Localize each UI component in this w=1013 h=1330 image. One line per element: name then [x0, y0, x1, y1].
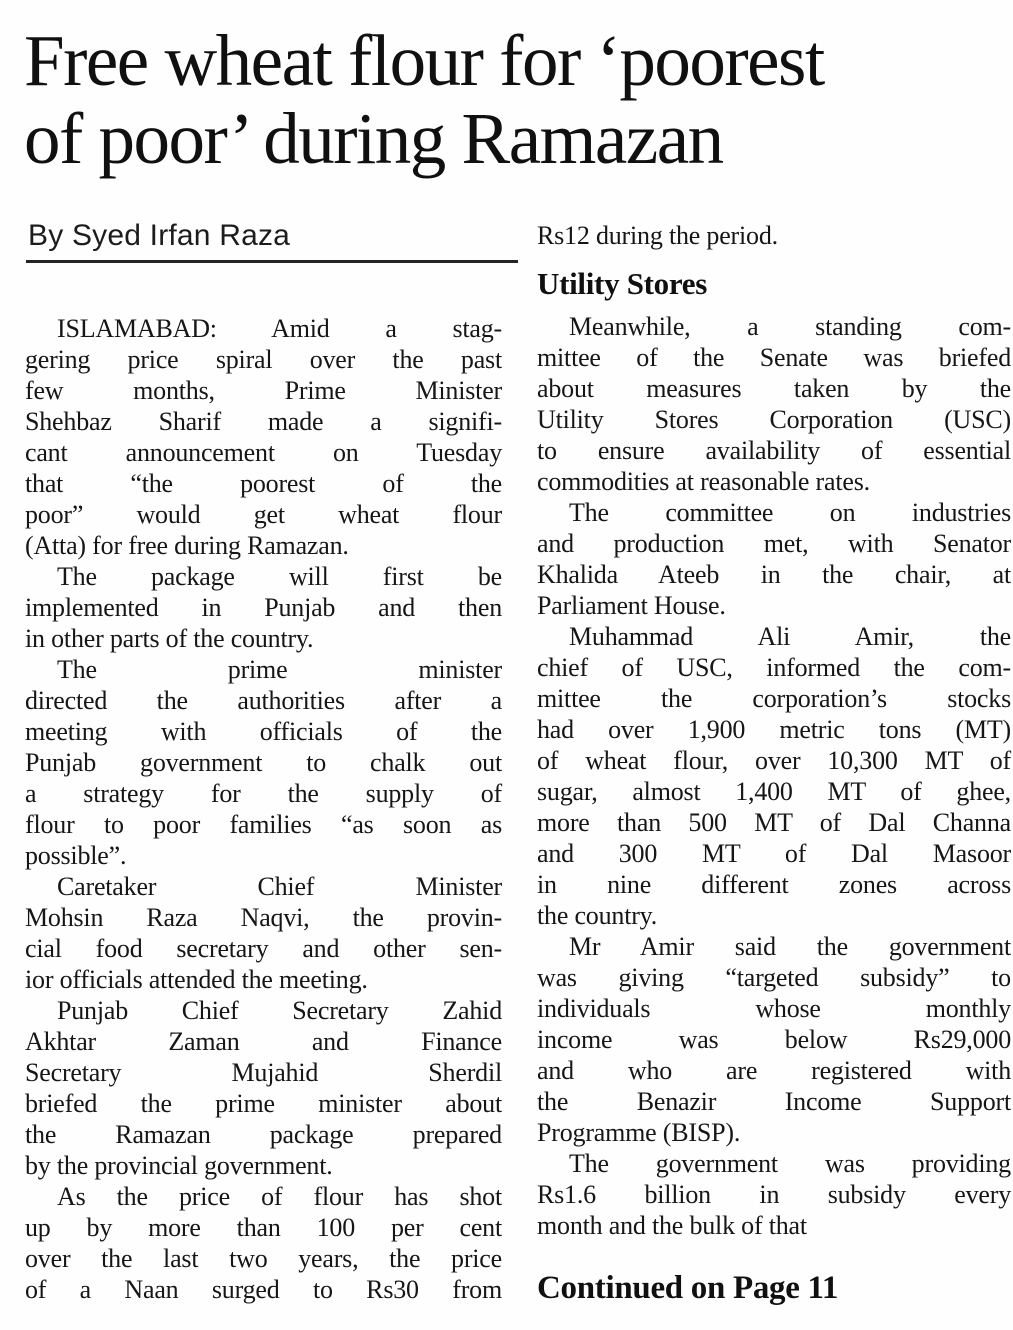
article-column-left: [25, 313, 502, 1305]
body-line: Muhammad Ali Amir, the: [569, 622, 1011, 651]
body-line: Shehbaz Sharif made a signifi-: [25, 407, 502, 436]
body-line: Programme (BISP).: [537, 1118, 741, 1147]
body-line: more than 500 MT of Dal Channa: [537, 808, 1011, 837]
body-line: up by more than 100 per cent: [25, 1213, 502, 1242]
headline-line-1: Free wheat flour for ‘poorest: [24, 20, 824, 101]
body-line: Meanwhile, a standing com-: [569, 312, 1011, 341]
body-line: Utility Stores Corporation (USC): [537, 405, 1011, 434]
body-line: Mohsin Raza Naqvi, the provin-: [25, 903, 502, 932]
body-line: of wheat flour, over 10,300 MT of: [537, 746, 1011, 775]
body-line: sugar, almost 1,400 MT of ghee,: [537, 777, 1011, 806]
body-line: poor” would get wheat flour: [25, 500, 502, 529]
body-line: the Benazir Income Support: [537, 1087, 1011, 1116]
body-line: the Ramazan package prepared: [25, 1120, 502, 1149]
body-line: Parliament House.: [537, 591, 726, 620]
body-line: Punjab Chief Secretary Zahid: [57, 996, 502, 1025]
body-line: Akhtar Zaman and Finance: [25, 1027, 502, 1056]
body-line: (Atta) for free during Ramazan.: [25, 531, 349, 560]
body-line: and 300 MT of Dal Masoor: [537, 839, 1011, 868]
body-line: implemented in Punjab and then: [25, 593, 502, 622]
body-line: and who are registered with: [537, 1056, 1011, 1085]
article-headline: [24, 22, 1009, 178]
body-line: The prime minister: [57, 655, 502, 684]
body-line: about measures taken by the: [537, 374, 1011, 403]
body-line: briefed the prime minister about: [25, 1089, 502, 1118]
body-line: The committee on industries: [569, 498, 1011, 527]
body-line: cant announcement on Tuesday: [25, 438, 502, 467]
article-column-right: [537, 220, 1011, 1307]
body-line: The government was providing: [569, 1149, 1011, 1178]
body-line: by the provincial government.: [25, 1151, 333, 1180]
body-line: and production met, with Senator: [537, 529, 1011, 558]
headline-line-2: of poor’ during Ramazan: [24, 98, 723, 179]
body-line: ISLAMABAD: Amid a stag-: [57, 314, 502, 343]
body-line: directed the authorities after a: [25, 686, 502, 715]
body-line: that “the poorest of the: [25, 469, 502, 498]
body-line: mittee of the Senate was briefed: [537, 343, 1011, 372]
body-line: was giving “targeted subsidy” to: [537, 963, 1011, 992]
body-line: over the last two years, the price: [25, 1244, 502, 1273]
body-line: Secretary Mujahid Sherdil: [25, 1058, 502, 1087]
body-line: Rs1.6 billion in subsidy every: [537, 1180, 1011, 1209]
body-line: Khalida Ateeb in the chair, at: [537, 560, 1011, 589]
body-line: meeting with officials of the: [25, 717, 502, 746]
body-line: possible”.: [25, 841, 127, 870]
byline: By Syed Irfan Raza: [28, 219, 291, 252]
body-line: of a Naan surged to Rs30 from: [25, 1275, 502, 1304]
body-line: in other parts of the country.: [25, 624, 314, 653]
body-line: Caretaker Chief Minister: [57, 872, 502, 901]
body-line: flour to poor families “as soon as: [25, 810, 502, 839]
body-line: ior officials attended the meeting.: [25, 965, 368, 994]
body-line: mittee the corporation’s stocks: [537, 684, 1011, 713]
body-line: the country.: [537, 901, 658, 930]
body-line: chief of USC, informed the com-: [537, 653, 1011, 682]
body-line: few months, Prime Minister: [25, 376, 502, 405]
body-line: Mr Amir said the government: [569, 932, 1011, 961]
body-line: Rs12 during the period.: [537, 221, 778, 250]
body-line: As the price of flour has shot: [57, 1182, 502, 1211]
body-line: The package will first be: [57, 562, 502, 591]
body-line: income was below Rs29,000: [537, 1025, 1011, 1054]
section-subhead: Utility Stores: [537, 266, 708, 301]
byline-rule: [26, 260, 518, 263]
body-line: commodities at reasonable rates.: [537, 467, 870, 496]
body-line: had over 1,900 metric tons (MT): [537, 715, 1011, 744]
body-line: in nine different zones across: [537, 870, 1011, 899]
body-line: individuals whose monthly: [537, 994, 1011, 1023]
body-line: cial food secretary and other sen-: [25, 934, 502, 963]
continued-on-page-notice: Continued on Page 11: [537, 1270, 839, 1306]
body-line: month and the bulk of that: [537, 1211, 807, 1240]
body-line: a strategy for the supply of: [25, 779, 502, 808]
body-line: to ensure availability of essential: [537, 436, 1011, 465]
body-line: gering price spiral over the past: [25, 345, 502, 374]
body-line: Punjab government to chalk out: [25, 748, 502, 777]
